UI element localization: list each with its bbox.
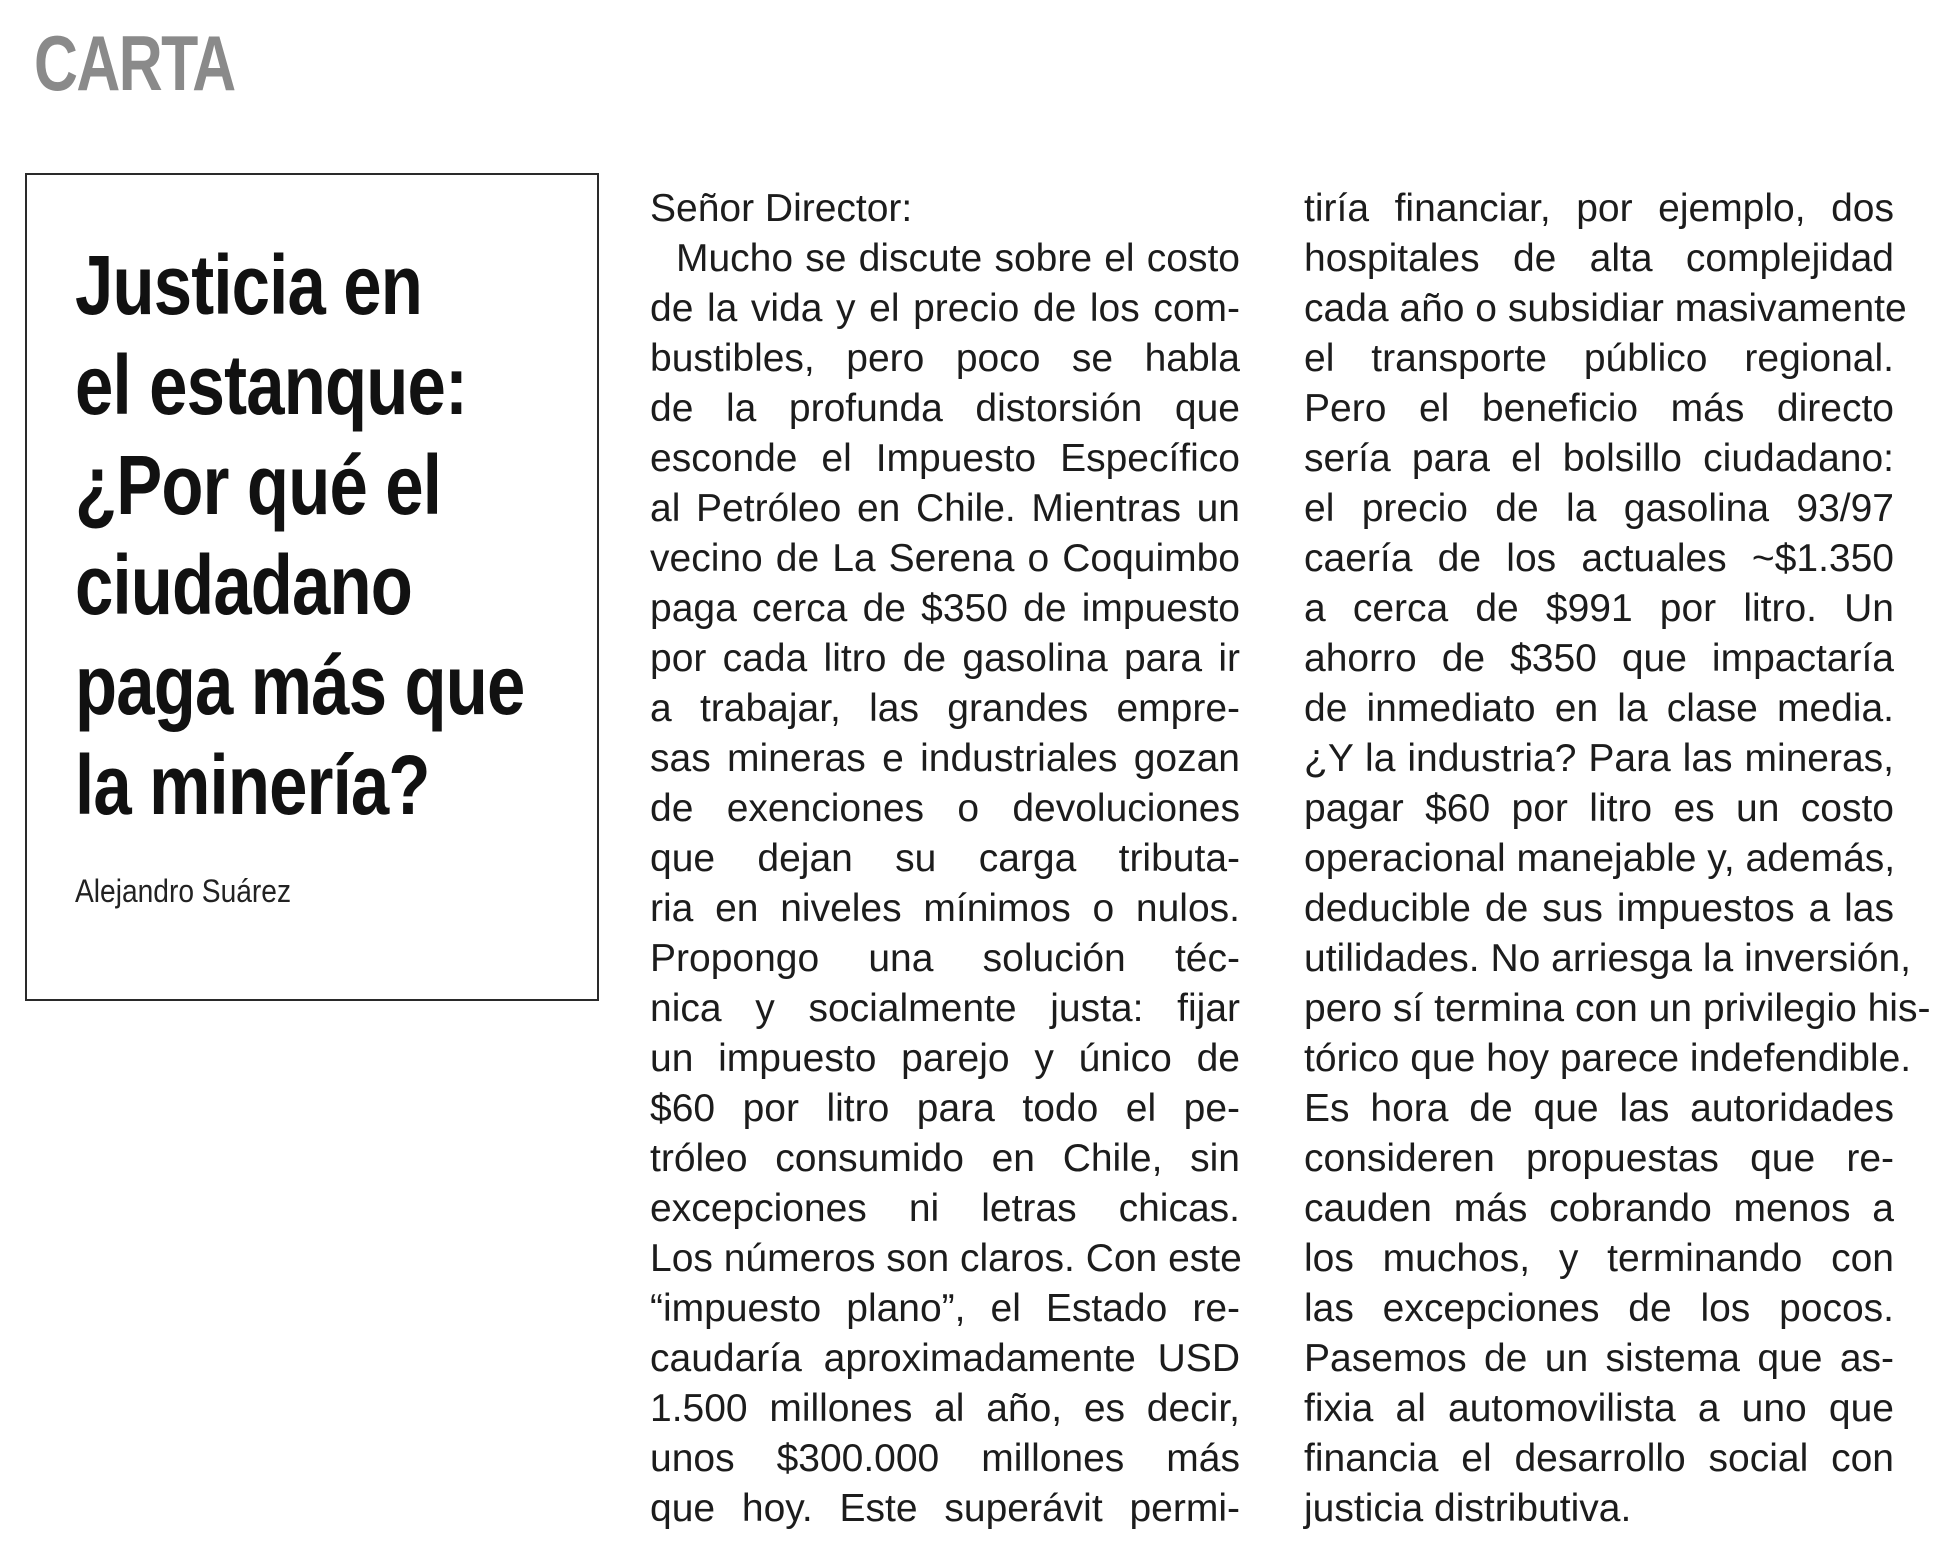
article-text-line: que hoy. Este superávit permi- (650, 1487, 1240, 1530)
article-text-line: fixia al automovilista a uno que (1304, 1387, 1894, 1430)
article-text-line: justicia distributiva. (1304, 1487, 1632, 1530)
article-text-line: de la profunda distorsión que (650, 387, 1240, 430)
article-text-line: deducible de sus impuestos a las (1304, 887, 1894, 930)
article-text-line: vecino de La Serena o Coquimbo (650, 537, 1240, 580)
article-text-line: Propongo una solución téc- (650, 937, 1240, 980)
article-text-line: un impuesto parejo y único de (650, 1037, 1240, 1080)
article-text-line: excepciones ni letras chicas. (650, 1187, 1240, 1230)
headline-line: el estanque: (75, 338, 468, 432)
article-text-line: Mucho se discute sobre el costo (676, 237, 1240, 280)
headline-box (25, 173, 599, 1001)
article-text-line: Los números son claros. Con este (650, 1237, 1242, 1280)
headline-line: ciudadano (75, 538, 413, 632)
article-text-line: el precio de la gasolina 93/97 (1304, 487, 1894, 530)
author-name: Alejandro Suárez (75, 873, 292, 909)
article-text-line: caudaría aproximadamente USD (650, 1337, 1240, 1380)
article-text-line: de inmediato en la clase media. (1304, 687, 1894, 730)
article-text-line: a cerca de $991 por litro. Un (1304, 587, 1894, 630)
article-text-line: paga cerca de $350 de impuesto (650, 587, 1240, 630)
article-text-line: los muchos, y terminando con (1304, 1237, 1894, 1280)
article-text-line: bustibles, pero poco se habla (650, 337, 1240, 380)
article-text-line: ria en niveles mínimos o nulos. (650, 887, 1240, 930)
article-text-line: pero sí termina con un privilegio his- (1304, 987, 1931, 1030)
article-text-line: 1.500 millones al año, es decir, (650, 1387, 1240, 1430)
article-text-line: tróleo consumido en Chile, sin (650, 1137, 1240, 1180)
article-text-line: nica y socialmente justa: fijar (650, 987, 1240, 1030)
headline-line: Justicia en (75, 238, 423, 332)
headline-line: paga más que (75, 638, 525, 732)
article-text-line: operacional manejable y, además, (1304, 837, 1896, 880)
section-label: CARTA (34, 19, 235, 107)
article-text-line: cauden más cobrando menos a (1304, 1187, 1894, 1230)
headline (75, 235, 583, 835)
article-text-line: utilidades. No arriesga la inversión, (1304, 937, 1911, 980)
article-text-line: de exenciones o devoluciones (650, 787, 1240, 830)
article-text-line: el transporte público regional. (1304, 337, 1894, 380)
article-text-line: por cada litro de gasolina para ir (650, 637, 1240, 680)
article-text-line: cada año o subsidiar masivamente (1304, 287, 1907, 330)
article-text-line: $60 por litro para todo el pe- (650, 1087, 1240, 1130)
article-column-1 (650, 184, 1240, 1534)
article-text-line: de la vida y el precio de los com- (650, 287, 1240, 330)
article-text-line: pagar $60 por litro es un costo (1304, 787, 1894, 830)
article-text-line: Pero el beneficio más directo (1304, 387, 1894, 430)
article-column-2 (1304, 184, 1931, 1534)
article-text-line: Pasemos de un sistema que as- (1304, 1337, 1894, 1380)
article-text-line: unos $300.000 millones más (650, 1437, 1240, 1480)
article-text-line: Es hora de que las autoridades (1304, 1087, 1894, 1130)
article-text-line: ¿Y la industria? Para las mineras, (1304, 737, 1894, 780)
headline-line: la minería? (75, 738, 430, 832)
article-text-line: ahorro de $350 que impactaría (1304, 637, 1894, 680)
article-text-line: caería de los actuales ~$1.350 (1304, 537, 1894, 580)
article-text-line: sería para el bolsillo ciudadano: (1304, 437, 1894, 480)
article-text-line: al Petróleo en Chile. Mientras un (650, 487, 1240, 530)
article-text-line: tiría financiar, por ejemplo, dos (1304, 187, 1894, 230)
article-text-line: tórico que hoy parece indefendible. (1304, 1037, 1912, 1080)
article-text-line: las excepciones de los pocos. (1304, 1287, 1894, 1330)
article-text-line: consideren propuestas que re- (1304, 1137, 1894, 1180)
article-text-line: sas mineras e industriales gozan (650, 737, 1240, 780)
article-text-line: esconde el Impuesto Específico (650, 437, 1240, 480)
article-text-line: hospitales de alta complejidad (1304, 237, 1894, 280)
article-text-line: que dejan su carga tributa- (650, 837, 1240, 880)
article-text-line: a trabajar, las grandes empre- (650, 687, 1240, 730)
article-text-line: “impuesto plano”, el Estado re- (650, 1287, 1240, 1330)
headline-line: ¿Por qué el (75, 438, 442, 532)
article-text-line: financia el desarrollo social con (1304, 1437, 1894, 1480)
article-text-line: Señor Director: (650, 187, 913, 230)
